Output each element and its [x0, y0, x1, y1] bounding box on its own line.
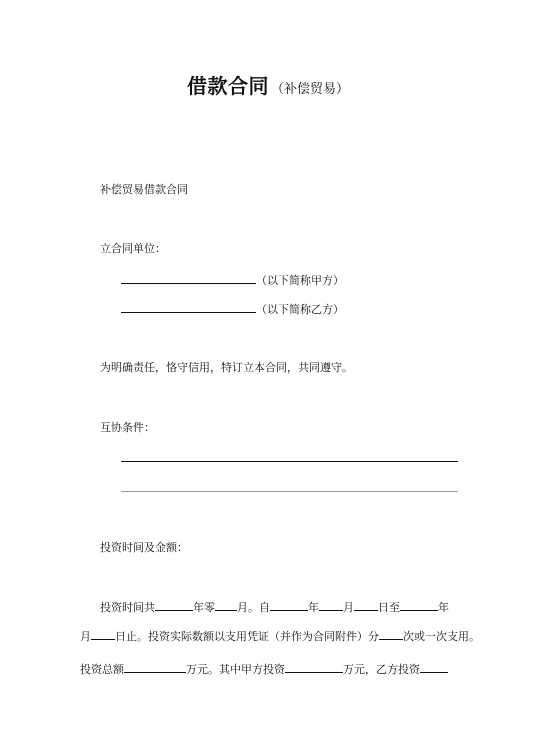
terms-rule-2 — [121, 491, 458, 492]
party-b-suffix: （以下简称乙方） — [256, 303, 344, 316]
party-a-amount-blank — [285, 661, 343, 673]
party-b-line — [121, 301, 344, 317]
investment-total-line — [80, 661, 448, 677]
title-subtitle: （补偿贸易） — [270, 82, 349, 97]
party-b-blank — [121, 301, 256, 313]
party-a-suffix: （以下简称甲方） — [256, 274, 344, 287]
end-day-blank — [91, 628, 115, 640]
period-text-6: 日至 — [378, 601, 400, 614]
party-a-investment-label: 万元。其中甲方投资 — [186, 663, 285, 676]
disbursement-text: 日止。投资实际数额以支用凭证（并作为合同附件）分 — [115, 630, 379, 643]
parties-label: 立合同单位： — [100, 242, 166, 255]
party-b-investment-label: 万元，乙方投资 — [343, 663, 420, 676]
party-b-amount-blank — [420, 661, 448, 673]
investment-period-line — [100, 599, 449, 615]
preamble-text: 为明确责任，恪守信用，特订立本合同，共同遵守。 — [100, 361, 353, 374]
title-main: 借款合同 — [186, 74, 269, 98]
party-a-blank — [121, 272, 256, 284]
period-text-4: 年 — [308, 601, 319, 614]
disbursement-tail: 次或一次支用。 — [403, 630, 480, 643]
terms-label: 互协条件： — [100, 421, 155, 434]
party-a-line — [121, 272, 344, 288]
installments-blank — [379, 628, 403, 640]
total-label: 投资总额 — [80, 663, 124, 676]
investment-disbursement-line — [80, 628, 480, 644]
period-text-1: 投资时间共 — [100, 601, 155, 614]
period-text-7: 年 — [438, 601, 449, 614]
start-day-blank — [354, 599, 378, 611]
months-blank — [215, 599, 237, 611]
start-year-blank — [270, 599, 308, 611]
contract-heading: 补偿贸易借款合同 — [100, 183, 188, 196]
years-blank — [155, 599, 193, 611]
period-text-5: 月 — [343, 601, 354, 614]
end-month-label: 月 — [80, 630, 91, 643]
total-amount-blank — [124, 661, 186, 673]
terms-rule-1 — [121, 461, 458, 462]
end-year-blank — [400, 599, 438, 611]
start-month-blank — [319, 599, 343, 611]
period-text-3: 月。自 — [237, 601, 270, 614]
investment-label: 投资时间及金额： — [100, 541, 188, 554]
period-text-2: 年零 — [193, 601, 215, 614]
document-title — [0, 70, 536, 99]
